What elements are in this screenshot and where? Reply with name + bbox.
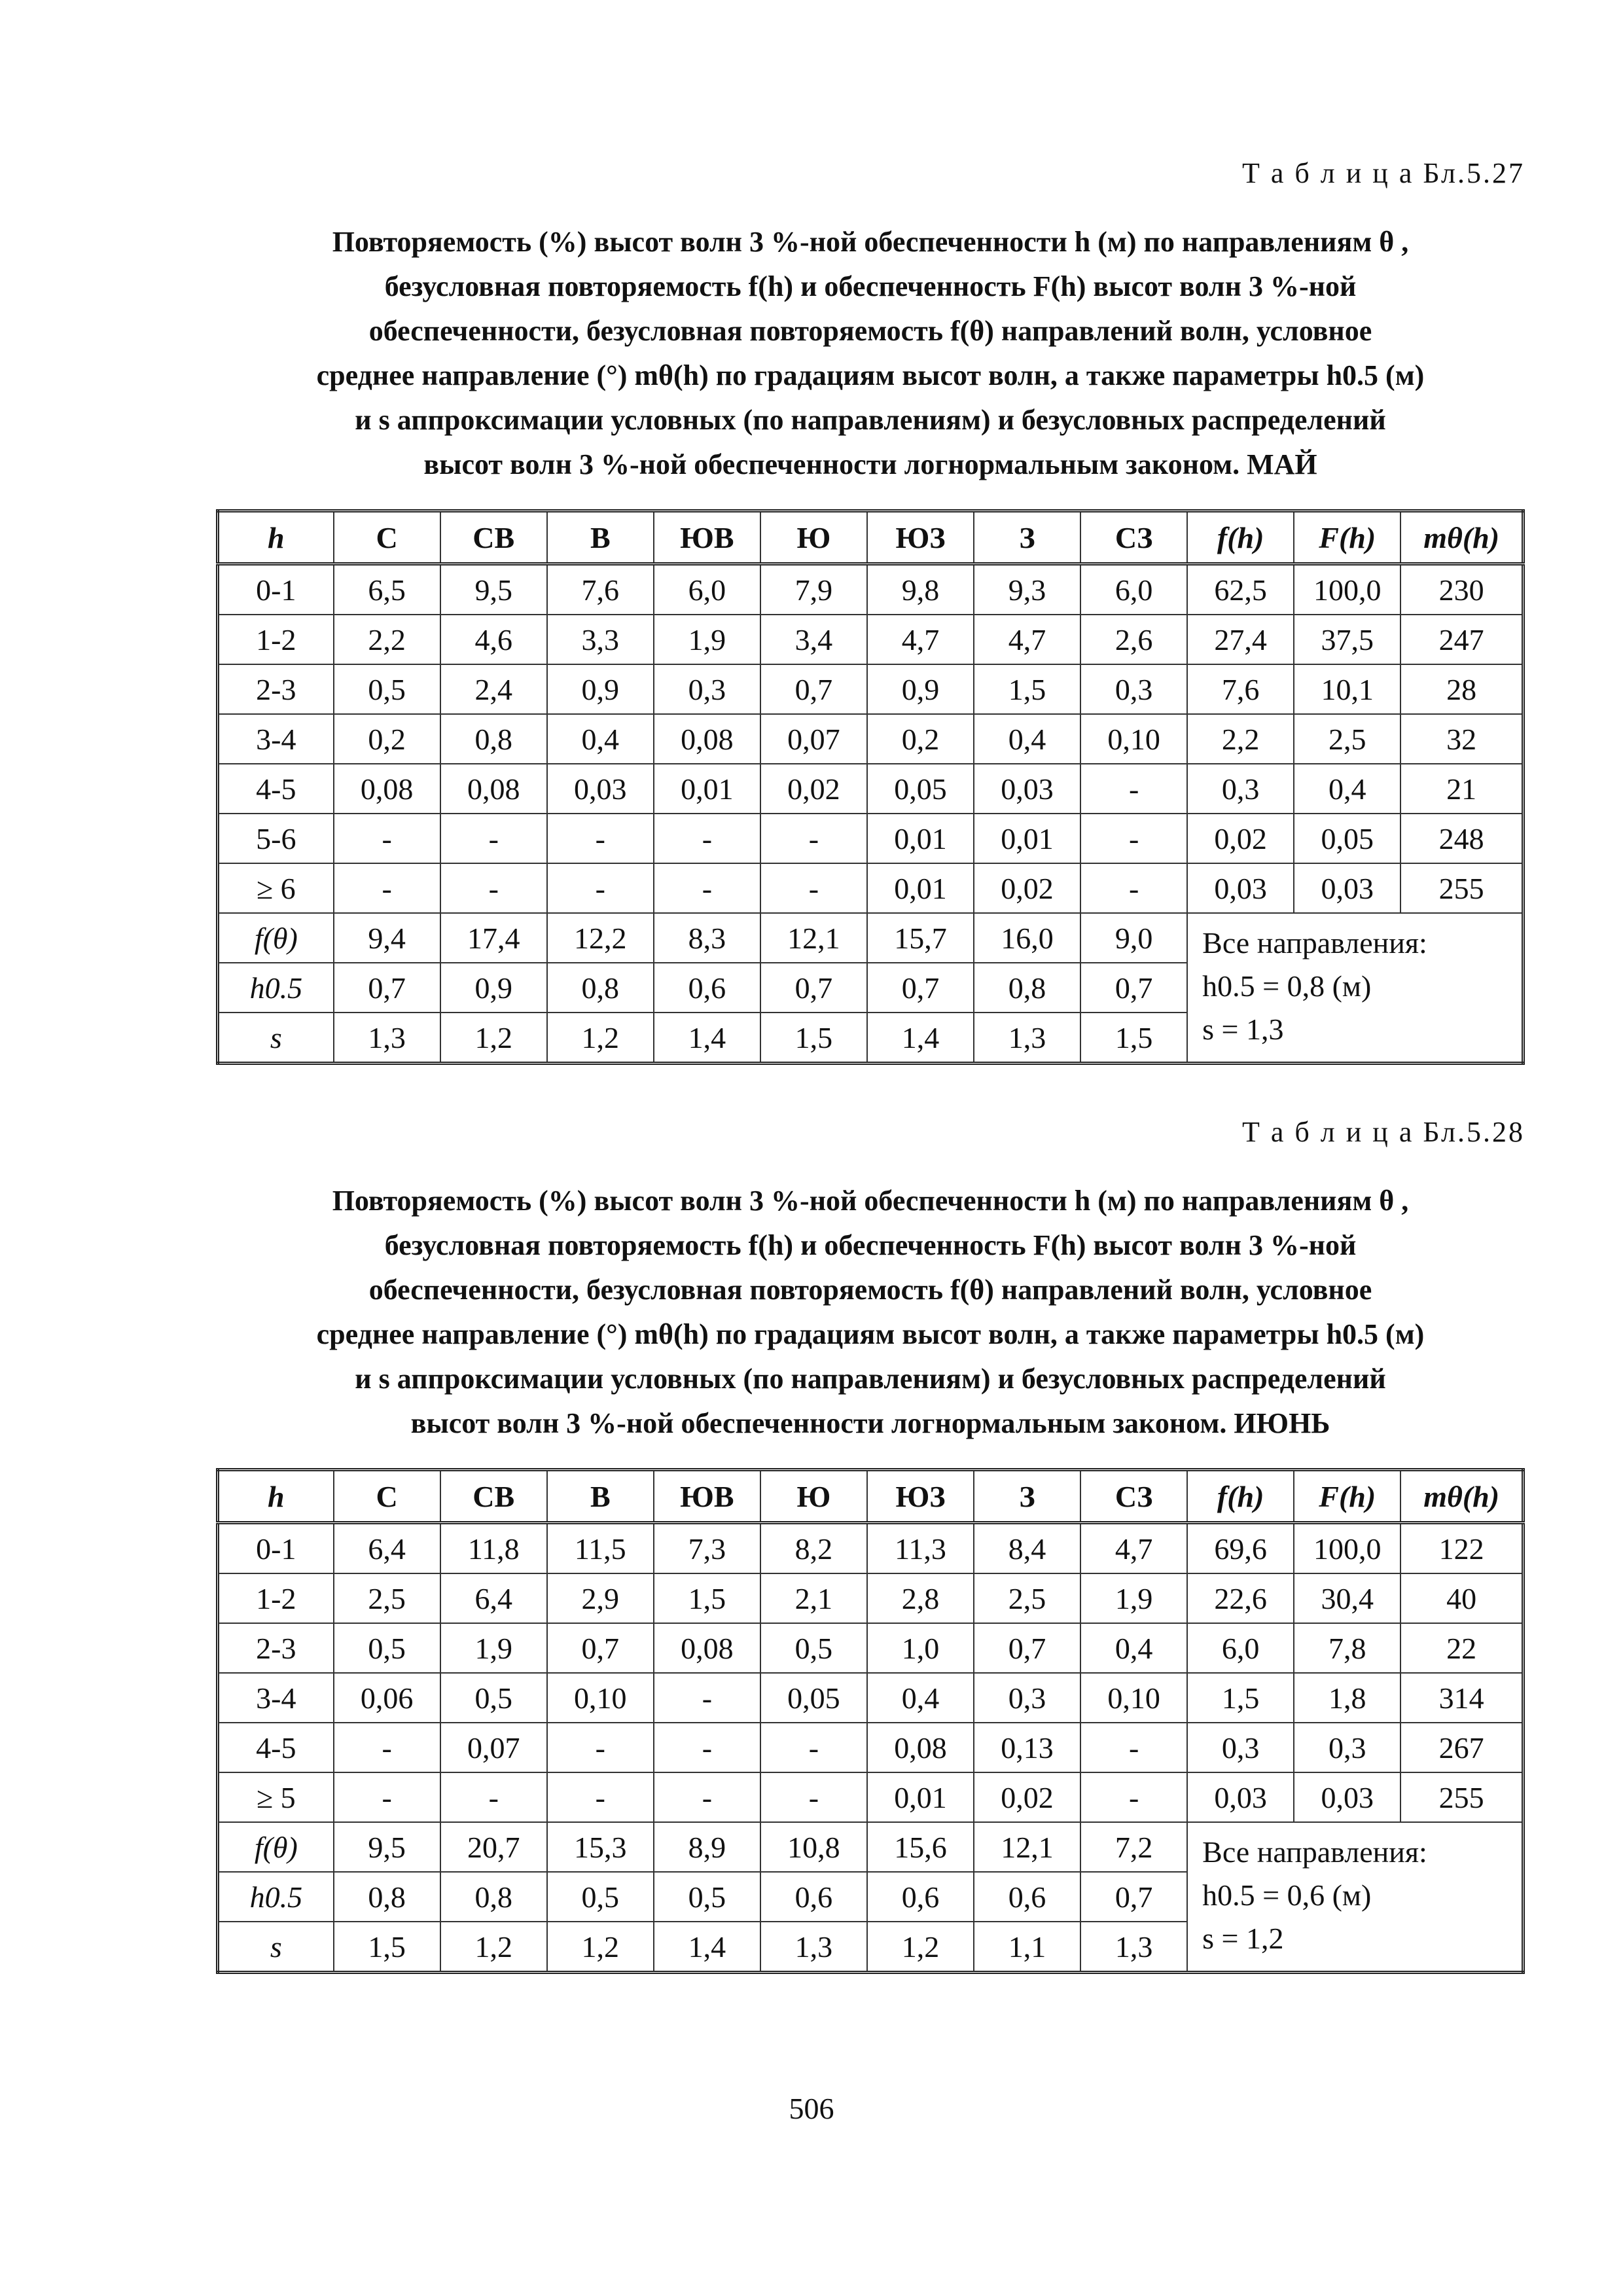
table-cell: 12,1 xyxy=(974,1822,1080,1872)
table-cell: 0,08 xyxy=(867,1723,974,1772)
column-header: h xyxy=(218,511,334,564)
table-cell: 6,4 xyxy=(334,1523,440,1574)
table-cell: 7,3 xyxy=(654,1523,760,1574)
table-cell: 0,5 xyxy=(547,1872,654,1922)
table-cell: - xyxy=(334,814,440,863)
table-cell: 0,08 xyxy=(654,1623,760,1673)
table-cell: - xyxy=(760,1723,867,1772)
table-cell: 1,5 xyxy=(974,664,1080,714)
table-row xyxy=(218,615,1524,664)
table-cell: 1,5 xyxy=(654,1573,760,1623)
table-cell: 7,6 xyxy=(1187,664,1294,714)
table-cell: 0,01 xyxy=(867,814,974,863)
column-header: З xyxy=(974,511,1080,564)
table-cell: - xyxy=(760,863,867,913)
table-cell: 0,10 xyxy=(1080,1673,1187,1723)
table-cell: 1,3 xyxy=(334,1013,440,1064)
table-cell: 0,5 xyxy=(654,1872,760,1922)
table-cell: 1,5 xyxy=(1080,1013,1187,1064)
table-cell: 0,08 xyxy=(334,764,440,814)
parameter-label: s xyxy=(218,1013,334,1064)
table-cell: - xyxy=(1080,814,1187,863)
table-cell: 9,0 xyxy=(1080,913,1187,963)
table-cell: 1,5 xyxy=(334,1922,440,1973)
table-cell: 0,9 xyxy=(440,963,547,1013)
table-cell: 3,3 xyxy=(547,615,654,664)
table-cell: - xyxy=(440,863,547,913)
all-directions-note xyxy=(1187,1822,1523,1973)
table-cell: 1,5 xyxy=(760,1013,867,1064)
table-cell: 10,8 xyxy=(760,1822,867,1872)
table-cell: 1,1 xyxy=(974,1922,1080,1973)
table-cell: 0,7 xyxy=(974,1623,1080,1673)
table-cell: 0,03 xyxy=(1294,1772,1400,1822)
table-cell: 1,4 xyxy=(654,1013,760,1064)
column-header: f(h) xyxy=(1187,511,1294,564)
table-cell: - xyxy=(547,1772,654,1822)
table-cell: - xyxy=(440,814,547,863)
table-cell: 6,0 xyxy=(1080,564,1187,615)
column-header: ЮЗ xyxy=(867,1470,974,1523)
page-number: 506 xyxy=(789,2092,834,2125)
row-header: 1-2 xyxy=(218,1573,334,1623)
table-row xyxy=(218,863,1524,913)
row-header: 5-6 xyxy=(218,814,334,863)
table-row xyxy=(218,1673,1524,1723)
table-cell: 1,9 xyxy=(1080,1573,1187,1623)
title-line: и s аппроксимации условных (по направлениям) и безусловных распределений xyxy=(355,404,1386,436)
table-cell: 0,4 xyxy=(867,1673,974,1723)
column-header: h xyxy=(218,1470,334,1523)
table-cell: 2,2 xyxy=(1187,714,1294,764)
table-cell: 8,2 xyxy=(760,1523,867,1574)
table-row xyxy=(218,664,1524,714)
table-cell: 6,4 xyxy=(440,1573,547,1623)
column-header: С xyxy=(334,511,440,564)
table-cell: 1,9 xyxy=(440,1623,547,1673)
table-block-5-28 xyxy=(216,1109,1525,1974)
table-cell: 0,4 xyxy=(547,714,654,764)
table-cell: 8,9 xyxy=(654,1822,760,1872)
table-cell: - xyxy=(654,1723,760,1772)
table-cell: 11,3 xyxy=(867,1523,974,1574)
column-header: СВ xyxy=(440,511,547,564)
table-cell: 4,7 xyxy=(1080,1523,1187,1574)
table-cell: 9,3 xyxy=(974,564,1080,615)
table-cell: 7,9 xyxy=(760,564,867,615)
row-header: 3-4 xyxy=(218,714,334,764)
table-cell: 2,9 xyxy=(547,1573,654,1623)
table-cell: 0,8 xyxy=(547,963,654,1013)
table-cell: 9,4 xyxy=(334,913,440,963)
title-line: высот волн 3 %-ной обеспеченности логнормальным законом. ИЮНЬ xyxy=(410,1407,1330,1439)
table-cell: 0,3 xyxy=(1294,1723,1400,1772)
table-cell: 21 xyxy=(1400,764,1523,814)
note-line: Все направления: xyxy=(1202,1835,1427,1869)
table-cell: - xyxy=(1080,863,1187,913)
table-cell: 0,03 xyxy=(547,764,654,814)
table-cell: 1,3 xyxy=(1080,1922,1187,1973)
table-cell: 1,8 xyxy=(1294,1673,1400,1723)
column-header: В xyxy=(547,511,654,564)
table-cell: 4,6 xyxy=(440,615,547,664)
table-cell: 267 xyxy=(1400,1723,1523,1772)
table-cell: 0,6 xyxy=(974,1872,1080,1922)
table-cell: 0,01 xyxy=(867,863,974,913)
table-cell: - xyxy=(547,814,654,863)
table-cell: 0,13 xyxy=(974,1723,1080,1772)
table-cell: 0,03 xyxy=(1187,1772,1294,1822)
parameter-row xyxy=(218,1822,1524,1872)
table-cell: - xyxy=(440,1772,547,1822)
table-cell: 0,07 xyxy=(760,714,867,764)
table-cell: 0,08 xyxy=(440,764,547,814)
table-row xyxy=(218,1623,1524,1673)
column-header: С xyxy=(334,1470,440,1523)
parameter-label: h0.5 xyxy=(218,963,334,1013)
table-cell: 0,4 xyxy=(1080,1623,1187,1673)
table-cell: 7,6 xyxy=(547,564,654,615)
table-title xyxy=(216,220,1525,487)
table-cell: - xyxy=(654,1772,760,1822)
parameter-label: f(θ) xyxy=(218,913,334,963)
parameter-label: s xyxy=(218,1922,334,1973)
table-cell: - xyxy=(547,1723,654,1772)
table-cell: 100,0 xyxy=(1294,1523,1400,1574)
table-cell: 40 xyxy=(1400,1573,1523,1623)
title-line: среднее направление (°) mθ(h) по градациям высот волн, а также параметры h0.5 (м) xyxy=(316,1318,1425,1350)
table-row xyxy=(218,1573,1524,1623)
table-cell: 11,8 xyxy=(440,1523,547,1574)
table-row xyxy=(218,564,1524,615)
table-cell: 248 xyxy=(1400,814,1523,863)
row-header: 4-5 xyxy=(218,1723,334,1772)
parameter-row xyxy=(218,913,1524,963)
table-cell: 0,5 xyxy=(760,1623,867,1673)
table-cell: 2,1 xyxy=(760,1573,867,1623)
table-cell: 230 xyxy=(1400,564,1523,615)
table-cell: 0,4 xyxy=(1294,764,1400,814)
table-row xyxy=(218,714,1524,764)
table-cell: - xyxy=(334,1772,440,1822)
table-cell: 247 xyxy=(1400,615,1523,664)
table-cell: 8,3 xyxy=(654,913,760,963)
row-header: ≥ 6 xyxy=(218,863,334,913)
table-row xyxy=(218,814,1524,863)
table-cell: 10,1 xyxy=(1294,664,1400,714)
table-cell: 0,3 xyxy=(974,1673,1080,1723)
title-line: Повторяемость (%) высот волн 3 %-ной обеспеченности h (м) по направлениям θ , xyxy=(332,1185,1409,1217)
table-cell: 11,5 xyxy=(547,1523,654,1574)
table-cell: 0,05 xyxy=(760,1673,867,1723)
column-header: ЮВ xyxy=(654,1470,760,1523)
header-row xyxy=(218,511,1524,564)
table-cell: 0,02 xyxy=(1187,814,1294,863)
column-header: F(h) xyxy=(1294,511,1400,564)
table-cell: 1,2 xyxy=(440,1922,547,1973)
table-cell: 12,1 xyxy=(760,913,867,963)
row-header: 0-1 xyxy=(218,564,334,615)
table-body xyxy=(218,1523,1524,1973)
table-cell: 0,8 xyxy=(440,1872,547,1922)
table-cell: 1,4 xyxy=(867,1013,974,1064)
table-cell: - xyxy=(760,1772,867,1822)
table-cell: 1,2 xyxy=(547,1922,654,1973)
table-cell: 0,02 xyxy=(760,764,867,814)
row-header: 4-5 xyxy=(218,764,334,814)
table-cell: - xyxy=(1080,1723,1187,1772)
table-cell: - xyxy=(654,1673,760,1723)
table-cell: 0,7 xyxy=(1080,1872,1187,1922)
table-cell: 2,5 xyxy=(974,1573,1080,1623)
table-cell: 4,7 xyxy=(867,615,974,664)
title-line: обеспеченности, безусловная повторяемость f(θ) направлений волн, условное xyxy=(368,315,1372,347)
table-cell: 0,2 xyxy=(334,714,440,764)
column-header: Ю xyxy=(760,1470,867,1523)
table-body xyxy=(218,564,1524,1064)
table-cell: 0,4 xyxy=(974,714,1080,764)
table-cell: 0,7 xyxy=(760,664,867,714)
table-cell: 22,6 xyxy=(1187,1573,1294,1623)
table-cell: 0,3 xyxy=(1187,764,1294,814)
table-cell: 1,2 xyxy=(547,1013,654,1064)
column-header: СЗ xyxy=(1080,1470,1187,1523)
column-header: mθ(h) xyxy=(1400,1470,1523,1523)
table-row xyxy=(218,1772,1524,1822)
table-cell: 7,2 xyxy=(1080,1822,1187,1872)
table-cell: 1,9 xyxy=(654,615,760,664)
table-cell: 2,5 xyxy=(334,1573,440,1623)
table-cell: 0,03 xyxy=(1294,863,1400,913)
table-cell: 0,6 xyxy=(760,1872,867,1922)
table-cell: 0,10 xyxy=(547,1673,654,1723)
column-header: mθ(h) xyxy=(1400,511,1523,564)
column-header: ЮЗ xyxy=(867,511,974,564)
table-cell: 0,02 xyxy=(974,863,1080,913)
table-cell: 32 xyxy=(1400,714,1523,764)
column-header: F(h) xyxy=(1294,1470,1400,1523)
table-cell: 12,2 xyxy=(547,913,654,963)
table-cell: 0,6 xyxy=(654,963,760,1013)
row-header: 2-3 xyxy=(218,1623,334,1673)
title-line: безусловная повторяемость f(h) и обеспеченность F(h) высот волн 3 %-ной xyxy=(384,270,1357,302)
table-cell: 0,5 xyxy=(440,1673,547,1723)
table-cell: 2,2 xyxy=(334,615,440,664)
title-line: и s аппроксимации условных (по направлениям) и безусловных распределений xyxy=(355,1363,1386,1395)
table-cell: 0,05 xyxy=(1294,814,1400,863)
table-cell: 0,02 xyxy=(974,1772,1080,1822)
table-row xyxy=(218,1723,1524,1772)
table-cell: 0,7 xyxy=(547,1623,654,1673)
table-cell: 0,03 xyxy=(974,764,1080,814)
row-header: 3-4 xyxy=(218,1673,334,1723)
table-cell: 1,3 xyxy=(760,1922,867,1973)
table-cell: - xyxy=(334,1723,440,1772)
all-directions-note xyxy=(1187,913,1523,1064)
table-cell: - xyxy=(547,863,654,913)
column-header: f(h) xyxy=(1187,1470,1294,1523)
row-header: 0-1 xyxy=(218,1523,334,1574)
wave-height-table xyxy=(216,1468,1525,1974)
table-cell: - xyxy=(760,814,867,863)
table-cell: - xyxy=(334,863,440,913)
table-cell: 62,5 xyxy=(1187,564,1294,615)
table-cell: 0,6 xyxy=(867,1872,974,1922)
column-header: ЮВ xyxy=(654,511,760,564)
note-line: Все направления: xyxy=(1202,926,1427,960)
table-block-5-27 xyxy=(216,151,1525,1065)
column-header: Ю xyxy=(760,511,867,564)
parameter-label: h0.5 xyxy=(218,1872,334,1922)
table-cell: 2,5 xyxy=(1294,714,1400,764)
column-header: СЗ xyxy=(1080,511,1187,564)
table-label: Т а б л и ц а Бл.5.27 xyxy=(1241,157,1525,189)
table-cell: 1,5 xyxy=(1187,1673,1294,1723)
column-header: В xyxy=(547,1470,654,1523)
table-cell: 0,03 xyxy=(1187,863,1294,913)
table-cell: 1,2 xyxy=(440,1013,547,1064)
table-cell: 9,5 xyxy=(334,1822,440,1872)
table-cell: 8,4 xyxy=(974,1523,1080,1574)
table-cell: 1,3 xyxy=(974,1013,1080,1064)
table-cell: 0,9 xyxy=(547,664,654,714)
parameter-label: f(θ) xyxy=(218,1822,334,1872)
table-cell: - xyxy=(1080,764,1187,814)
table-cell: 0,5 xyxy=(334,664,440,714)
table-cell: 16,0 xyxy=(974,913,1080,963)
table-cell: - xyxy=(654,814,760,863)
table-cell: 3,4 xyxy=(760,615,867,664)
table-cell: 2,6 xyxy=(1080,615,1187,664)
row-header: ≥ 5 xyxy=(218,1772,334,1822)
table-cell: 28 xyxy=(1400,664,1523,714)
table-cell: 22 xyxy=(1400,1623,1523,1673)
table-cell: 15,7 xyxy=(867,913,974,963)
table-cell: - xyxy=(1080,1772,1187,1822)
table-cell: 0,06 xyxy=(334,1673,440,1723)
table-cell: 0,5 xyxy=(334,1623,440,1673)
table-cell: 0,01 xyxy=(654,764,760,814)
table-cell: 100,0 xyxy=(1294,564,1400,615)
table-cell: 0,10 xyxy=(1080,714,1187,764)
table-cell: 0,3 xyxy=(654,664,760,714)
header-row xyxy=(218,1470,1524,1523)
table-cell: 0,3 xyxy=(1187,1723,1294,1772)
table-cell: 9,5 xyxy=(440,564,547,615)
table-cell: 20,7 xyxy=(440,1822,547,1872)
note-line: s = 1,3 xyxy=(1202,1013,1284,1046)
table-cell: 7,8 xyxy=(1294,1623,1400,1673)
table-cell: 27,4 xyxy=(1187,615,1294,664)
table-cell: 9,8 xyxy=(867,564,974,615)
table-cell: 17,4 xyxy=(440,913,547,963)
table-cell: 15,6 xyxy=(867,1822,974,1872)
note-line: s = 1,2 xyxy=(1202,1922,1284,1955)
table-cell: 255 xyxy=(1400,863,1523,913)
note-line: h0.5 = 0,6 (м) xyxy=(1202,1878,1372,1912)
title-line: высот волн 3 %-ной обеспеченности логнормальным законом. МАЙ xyxy=(423,448,1317,480)
table-cell: 6,0 xyxy=(1187,1623,1294,1673)
title-line: безусловная повторяемость f(h) и обеспеченность F(h) высот волн 3 %-ной xyxy=(384,1229,1357,1261)
table-cell: 0,07 xyxy=(440,1723,547,1772)
table-label: Т а б л и ц а Бл.5.28 xyxy=(1241,1116,1525,1148)
table-cell: 30,4 xyxy=(1294,1573,1400,1623)
table-cell: 1,4 xyxy=(654,1922,760,1973)
table-cell: 0,8 xyxy=(974,963,1080,1013)
table-cell: 122 xyxy=(1400,1523,1523,1574)
table-cell: 1,2 xyxy=(867,1922,974,1973)
table-cell: 0,8 xyxy=(440,714,547,764)
table-cell: 0,9 xyxy=(867,664,974,714)
note-line: h0.5 = 0,8 (м) xyxy=(1202,969,1372,1003)
table-cell: 0,01 xyxy=(974,814,1080,863)
title-line: среднее направление (°) mθ(h) по градациям высот волн, а также параметры h0.5 (м) xyxy=(316,359,1425,391)
title-line: Повторяемость (%) высот волн 3 %-ной обеспеченности h (м) по направлениям θ , xyxy=(332,226,1409,258)
table-cell: 0,3 xyxy=(1080,664,1187,714)
row-header: 1-2 xyxy=(218,615,334,664)
table-cell: 0,2 xyxy=(867,714,974,764)
table-cell: 255 xyxy=(1400,1772,1523,1822)
table-cell: 37,5 xyxy=(1294,615,1400,664)
table-cell: 0,08 xyxy=(654,714,760,764)
table-cell: 6,0 xyxy=(654,564,760,615)
column-header: СВ xyxy=(440,1470,547,1523)
table-cell: 1,0 xyxy=(867,1623,974,1673)
table-cell: 4,7 xyxy=(974,615,1080,664)
table-cell: 0,05 xyxy=(867,764,974,814)
table-cell: 2,4 xyxy=(440,664,547,714)
table-cell: 0,7 xyxy=(334,963,440,1013)
wave-height-table xyxy=(216,509,1525,1065)
table-cell: 15,3 xyxy=(547,1822,654,1872)
table-cell: - xyxy=(654,863,760,913)
table-cell: 6,5 xyxy=(334,564,440,615)
table-cell: 69,6 xyxy=(1187,1523,1294,1574)
table-row xyxy=(218,1523,1524,1574)
column-header: З xyxy=(974,1470,1080,1523)
table-title xyxy=(216,1179,1525,1446)
table-cell: 314 xyxy=(1400,1673,1523,1723)
row-header: 2-3 xyxy=(218,664,334,714)
table-cell: 0,8 xyxy=(334,1872,440,1922)
table-cell: 0,7 xyxy=(1080,963,1187,1013)
title-line: обеспеченности, безусловная повторяемость f(θ) направлений волн, условное xyxy=(368,1274,1372,1306)
table-cell: 0,7 xyxy=(760,963,867,1013)
table-cell: 2,8 xyxy=(867,1573,974,1623)
table-cell: 0,7 xyxy=(867,963,974,1013)
table-row xyxy=(218,764,1524,814)
table-cell: 0,01 xyxy=(867,1772,974,1822)
